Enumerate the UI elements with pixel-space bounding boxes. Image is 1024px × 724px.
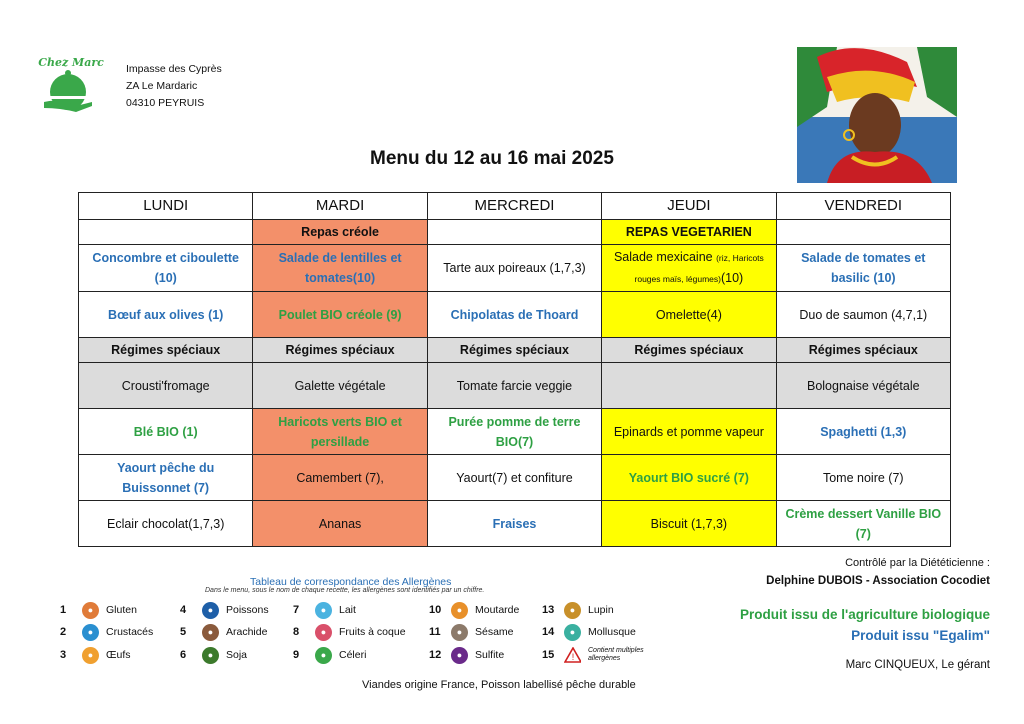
crab-icon: ● [82, 624, 99, 641]
dieticienne-name: Delphine DUBOIS - Association Cocodiet [766, 575, 990, 587]
mustard-icon: ● [451, 602, 468, 619]
allergen-item [542, 645, 658, 665]
chez-marc-logo [36, 56, 104, 116]
regimes-label: Régimes spéciaux [253, 338, 427, 363]
regimes-label: Régimes spéciaux [427, 338, 601, 363]
entree-cell: Salade de tomates et basilic (10) [776, 245, 950, 292]
regime-cell: Crousti'fromage [79, 363, 253, 409]
accompagnement-cell: Epinards et pomme vapeur [602, 409, 776, 455]
allergen-number: 9 [293, 649, 300, 661]
allergen-legend [60, 600, 680, 668]
allergen-number: 15 [542, 649, 555, 661]
legend-egalim: Produit issu "Egalim" [851, 628, 990, 643]
theme-cell [427, 220, 601, 245]
laitage-cell: Tome noire (7) [776, 455, 950, 501]
allergen-item [60, 645, 131, 665]
svg-text:!: ! [571, 652, 575, 662]
allergen-number: 10 [429, 604, 442, 616]
days-row [79, 193, 951, 220]
allergen-label: Céleri [339, 649, 367, 661]
allergen-label: Soja [226, 649, 248, 661]
theme-cell: REPAS VEGETARIEN [602, 220, 776, 245]
allergen-label: Lait [339, 604, 356, 616]
allergen-label: Fruits à coque [339, 626, 406, 638]
laitage-cell: Yaourt pêche du Buissonnet (7) [79, 455, 253, 501]
day-header: MERCREDI [427, 193, 601, 220]
accompagnement-cell: Haricots verts BIO et persillade [253, 409, 427, 455]
cloche-icon [40, 68, 102, 128]
allergen-label: Poissons [226, 604, 269, 616]
entree-row [79, 245, 951, 292]
regimes-label: Régimes spéciaux [776, 338, 950, 363]
allergen-label: Mollusque [588, 626, 636, 638]
allergen-item [293, 622, 406, 642]
laitage-cell: Yaourt BIO sucré (7) [602, 455, 776, 501]
allergen-number: 2 [60, 626, 67, 638]
egg-icon: ● [82, 647, 99, 664]
menu-title: Menu du 12 au 16 mai 2025 [370, 148, 614, 169]
allergen-item [542, 600, 614, 620]
entree-name: Salade mexicaine [613, 250, 717, 264]
soy-icon: ● [202, 647, 219, 664]
allergen-number: 8 [293, 626, 300, 638]
dessert-cell: Ananas [253, 501, 427, 547]
peanut-icon: ● [202, 624, 219, 641]
milk-icon: ● [315, 602, 332, 619]
allergen-number: 6 [180, 649, 187, 661]
address-line2: ZA Le Mardaric [126, 80, 198, 92]
regimes-row [79, 363, 951, 409]
plat-cell: Chipolatas de Thoard [427, 292, 601, 338]
allergen-item [429, 622, 514, 642]
allergen-label: Sulfite [475, 649, 505, 661]
plat-row [79, 292, 951, 338]
regime-cell: Tomate farcie veggie [427, 363, 601, 409]
allergen-item [293, 645, 366, 665]
sesame-icon: ● [451, 624, 468, 641]
allergen-number: 5 [180, 626, 187, 638]
allergen-item [429, 600, 519, 620]
entree-cell: Salade de lentilles et tomates(10) [253, 245, 427, 292]
day-header: LUNDI [79, 193, 253, 220]
laitage-cell: Yaourt(7) et confiture [427, 455, 601, 501]
fish-icon: ● [202, 602, 219, 619]
dessert-cell: Crème dessert Vanille BIO (7) [776, 501, 950, 547]
legend-bio: Produit issu de l'agriculture biologique [740, 607, 990, 622]
allergen-table-title: Tableau de correspondance des Allergènes [250, 576, 452, 588]
accompagnement-cell: Spaghetti (1,3) [776, 409, 950, 455]
day-header: JEUDI [602, 193, 776, 220]
theme-row [79, 220, 951, 245]
laitage-row [79, 455, 951, 501]
allergen-label: Œufs [106, 649, 131, 661]
allergen-item [180, 645, 247, 665]
allergen-item [60, 622, 153, 642]
plat-cell: Poulet BIO créole (9) [253, 292, 427, 338]
controle-label: Contrôlé par la Diététicienne : [845, 557, 990, 569]
allergen-number: 13 [542, 604, 555, 616]
theme-cell: Repas créole [253, 220, 427, 245]
dessert-cell: Fraises [427, 501, 601, 547]
allergen-number: 3 [60, 649, 67, 661]
entree-allergens: (10) [720, 271, 744, 285]
address-line1: Impasse des Cyprès [126, 63, 222, 75]
allergen-item [180, 622, 267, 642]
regime-cell: Galette végétale [253, 363, 427, 409]
allergen-table-subtitle: Dans le menu, sous le nom de chaque recette, les allergènes sont identifiés par un chiffre. [205, 587, 485, 594]
address-line3: 04310 PEYRUIS [126, 97, 205, 109]
nut-icon: ● [315, 624, 332, 641]
origin-note: Viandes origine France, Poisson labellisé pêche durable [362, 679, 636, 691]
accompagnement-cell: Purée pomme de terre BIO(7) [427, 409, 601, 455]
allergen-label: Contient multiples allergènes [588, 647, 644, 662]
day-header: VENDREDI [776, 193, 950, 220]
allergen-item [542, 622, 636, 642]
celery-icon: ● [315, 647, 332, 664]
entree-cell: Concombre et ciboulette (10) [79, 245, 253, 292]
plat-cell: Duo de saumon (4,7,1) [776, 292, 950, 338]
sulfite-icon: ● [451, 647, 468, 664]
wheat-icon: ● [82, 602, 99, 619]
regimes-label-row [79, 338, 951, 363]
plat-cell: Bœuf aux olives (1) [79, 292, 253, 338]
day-header: MARDI [253, 193, 427, 220]
accompagnement-row [79, 409, 951, 455]
allergen-number: 1 [60, 604, 67, 616]
allergen-number: 14 [542, 626, 555, 638]
gerant-signature: Marc CINQUEUX, Le gérant [845, 659, 990, 671]
allergen-number: 11 [429, 626, 441, 638]
allergen-number: 12 [429, 649, 442, 661]
allergen-item [293, 600, 356, 620]
entree-detail: (riz, Haricots rouges maïs, légumes) [634, 253, 764, 284]
regime-cell [602, 363, 776, 409]
dessert-cell: Eclair chocolat(1,7,3) [79, 501, 253, 547]
plat-cell: Omelette(4) [602, 292, 776, 338]
allergen-label: Lupin [588, 604, 614, 616]
shell-icon: ● [564, 624, 581, 641]
address-block [126, 61, 222, 112]
allergen-item [180, 600, 269, 620]
logo-text: Chez Marc [38, 56, 104, 69]
creole-woman-illustration [797, 47, 957, 183]
theme-cell [79, 220, 253, 245]
allergen-label: Gluten [106, 604, 137, 616]
dessert-row [79, 501, 951, 547]
theme-cell [776, 220, 950, 245]
accompagnement-cell: Blé BIO (1) [79, 409, 253, 455]
regime-cell: Bolognaise végétale [776, 363, 950, 409]
laitage-cell: Camembert (7), [253, 455, 427, 501]
allergen-item [60, 600, 137, 620]
warning-icon [564, 647, 581, 664]
allergen-number: 4 [180, 604, 187, 616]
allergen-label: Arachide [226, 626, 268, 638]
entree-cell: Tarte aux poireaux (1,7,3) [427, 245, 601, 292]
allergen-label: Sésame [475, 626, 514, 638]
allergen-label: Crustacés [106, 626, 154, 638]
lupin-icon: ● [564, 602, 581, 619]
allergen-number: 7 [293, 604, 300, 616]
allergen-item [429, 645, 504, 665]
regimes-label: Régimes spéciaux [602, 338, 776, 363]
dessert-cell: Biscuit (1,7,3) [602, 501, 776, 547]
weekly-menu-table [78, 192, 951, 547]
regimes-label: Régimes spéciaux [79, 338, 253, 363]
entree-cell [602, 245, 776, 292]
allergen-label: Moutarde [475, 604, 520, 616]
